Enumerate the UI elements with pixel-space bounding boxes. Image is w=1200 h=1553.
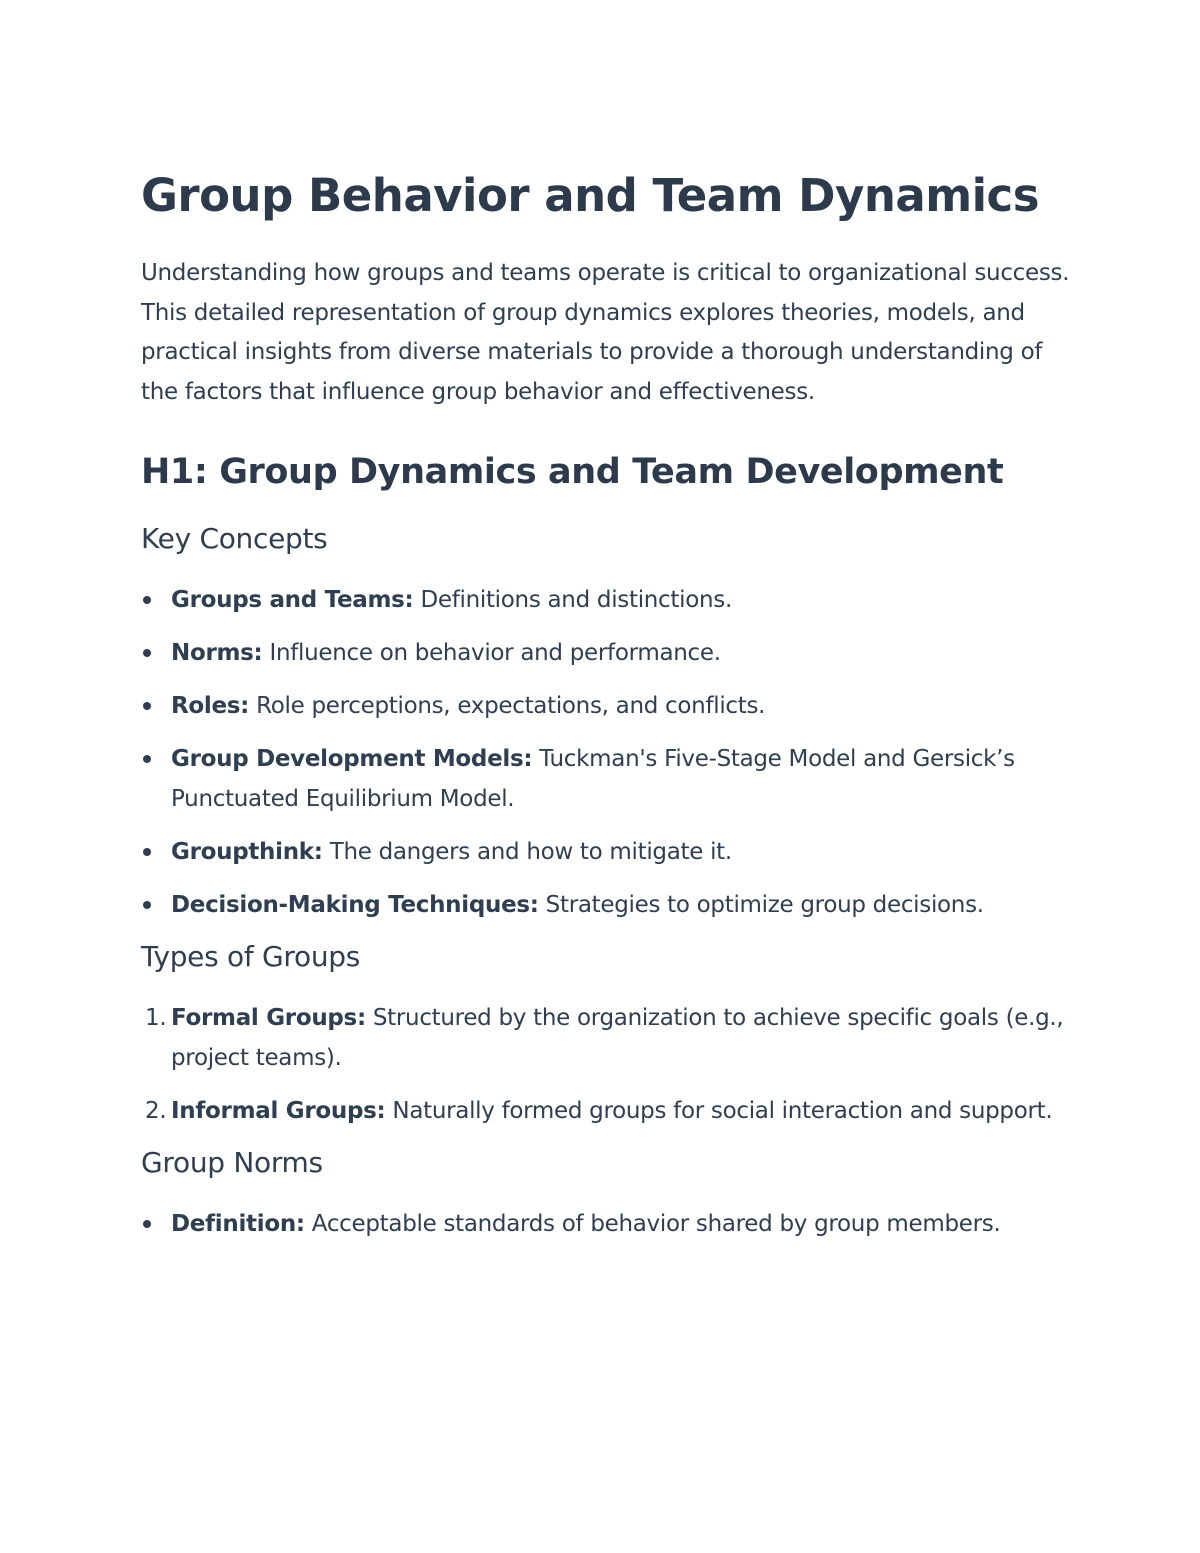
list-item-text: Tuckman's Five-Stage Model and Gersick’s Punctuated Equilibrium Model.: [171, 746, 1015, 812]
list-item-term: Informal Groups:: [171, 1098, 386, 1124]
list-item-term: Groupthink:: [171, 839, 323, 865]
list-item-text: Definitions and distinctions.: [413, 587, 732, 613]
list-item: [141, 832, 1071, 872]
key-concepts-heading: Key Concepts: [141, 522, 328, 555]
group-norms-list: [141, 1204, 1071, 1244]
list-item: [141, 998, 1071, 1078]
list-item: [141, 633, 1071, 673]
list-item-term: Formal Groups:: [171, 1005, 366, 1031]
list-item-term: Group Development Models:: [171, 746, 533, 772]
list-item: [141, 580, 1071, 620]
list-item-text: Strategies to optimize group decisions.: [538, 892, 984, 918]
key-concepts-list: [141, 580, 1071, 925]
list-item-text: Acceptable standards of behavior shared by group members.: [304, 1211, 1001, 1237]
list-item-number: 2.: [145, 1098, 167, 1124]
list-item-term: Decision-Making Techniques:: [171, 892, 539, 918]
list-item: [141, 1091, 1071, 1131]
document-page: [141, 168, 1071, 1257]
types-of-groups-list: [141, 998, 1071, 1131]
list-item: [141, 739, 1071, 819]
section-heading: H1: Group Dynamics and Team Development: [141, 452, 1004, 492]
list-item-text: Influence on behavior and performance.: [262, 640, 721, 666]
list-item-term: Definition:: [171, 1211, 305, 1237]
list-item-term: Groups and Teams:: [171, 587, 414, 613]
types-of-groups-heading: Types of Groups: [141, 940, 361, 973]
list-item: [141, 686, 1071, 726]
document-title: Group Behavior and Team Dynamics: [141, 169, 1040, 222]
group-norms-heading: Group Norms: [141, 1146, 323, 1179]
intro-paragraph: Understanding how groups and teams operate is critical to organizational success. This detailed representation of group dynamics explores theories, models, and practical insights from diverse materials to provide a thorough understanding of the factors that influence group behavior and effectiveness.: [141, 260, 1070, 405]
list-item-term: Roles:: [171, 693, 250, 719]
list-item-text: Role perceptions, expectations, and conflicts.: [249, 693, 766, 719]
list-item-number: 1.: [145, 1005, 167, 1031]
list-item-text: The dangers and how to mitigate it.: [322, 839, 732, 865]
list-item: [141, 885, 1071, 925]
list-item-text: Structured by the organization to achieve specific goals (e.g., project teams).: [171, 1005, 1064, 1071]
list-item-text: Naturally formed groups for social interaction and support.: [385, 1098, 1053, 1124]
list-item: [141, 1204, 1071, 1244]
list-item-term: Norms:: [171, 640, 263, 666]
